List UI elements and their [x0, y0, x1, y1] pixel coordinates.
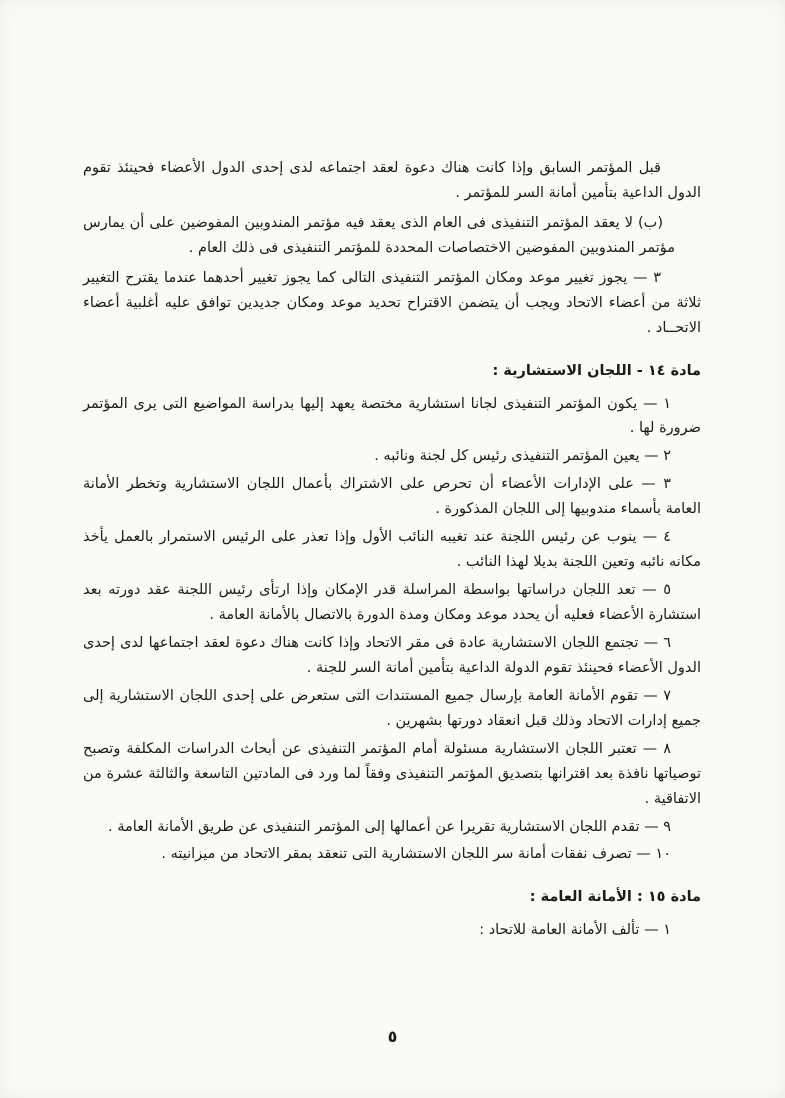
article-14-item-1: ١ — يكون المؤتمر التنفيذى لجانا استشارية مختصة يعهد إليها بدراسة المواضيع التى يرى المؤتمر ضرورة لها .: [83, 395, 701, 437]
article-14-item-4: ٤ — ينوب عن رئيس اللجنة عند تغيبه النائب الأول وإذا تعذر على الرئيس الاستمرار بالعمل يأخذ مكانه نائبه وتعين اللجنة بديلا لهذا النائب .: [83, 529, 701, 571]
article-15-item-1: ١ — تألف الأمانة العامة للاتحاد :: [479, 922, 671, 939]
article-14-item-5: ٥ — تعد اللجان دراساتها بواسطة المراسلة قدر الإمكان وإذا ارتأى رئيس اللجنة عقد دورته بعد استشارة الأعضاء فعليه أن يحدد موعد ومكان ومدة الدورة بالاتصال بالأمانة العامة .: [83, 582, 701, 623]
paragraph-continuation: قبل المؤتمر السابق وإذا كانت هناك دعوة لعقد اجتماعه لدى إحدى الدول الأعضاء فحينئذ تقوم الدول الداعية بتأمين أمانة السر للمؤتمر .: [83, 160, 701, 201]
document-body: [83, 156, 701, 946]
article-14-item-3: ٣ — على الإدارات الأعضاء أن تحرص على الاشتراك بأعمال اللجان الاستشارية وتخطر الأمانة العامة بأسماء مندوبيها إلى اللجان المذكورة .: [83, 476, 701, 518]
article-14-item-10: ١٠ — تصرف نفقات أمانة سر اللجان الاستشارية التى تنعقد بمقر الاتحاد من ميزانيته .: [161, 846, 671, 863]
article-14-heading: مادة ١٤ - اللجان الاستشارية :: [492, 362, 701, 379]
article-14-item-9: ٩ — تقدم اللجان الاستشارية تقريرا عن أعمالها إلى المؤتمر التنفيذى عن طريق الأمانة العامة .: [108, 818, 671, 835]
article-14-item-2: ٢ — يعين المؤتمر التنفيذى رئيس كل لجنة ونائبه .: [374, 448, 671, 465]
article-15-heading: مادة ١٥ : الأمانة العامة :: [529, 889, 701, 906]
article-14-item-7: ٧ — تقوم الأمانة العامة بإرسال جميع المستندات التى ستعرض على إحدى اللجان الاستشارية إلى جميع إدارات الاتحاد وذلك قبل انعقاد دورتها بشهرين .: [83, 687, 701, 729]
article-14-item-6: ٦ — تجتمع اللجان الاستشارية عادة فى مقر الاتحاد وإذا كانت هناك دعوة لعقد اجتماعها لدى إحدى الدول الأعضاء فحينئذ تقوم الدولة الداعية بتأمين أمانة السر للجنة .: [83, 634, 701, 676]
page-number: ٥: [387, 1027, 398, 1046]
article-14-item-8: ٨ — تعتبر اللجان الاستشارية مسئولة أمام المؤتمر التنفيذى عن أبحاث الدراسات المكلفة وتصبح توصياتها نافذة بعد اقترانها بتصديق المؤتمر التنفيذى وفقاً لما ورد فى المادتين التاسعة والثالثة عشرة من الاتفاقية .: [83, 740, 701, 807]
paragraph-item-3: ٣ — يجوز تغيير موعد ومكان المؤتمر التنفيذى التالى كما يجوز تغيير أحدهما عندما يقترح التغيير ثلاثة من أعضاء الاتحاد ويجب أن يتضمن الاقتراح تحديد موعد ومكان جديدين توافق عليه أغلبية أعضاء الاتحــاد .: [83, 269, 701, 336]
paragraph-item-b: (ب) لا يعقد المؤتمر التنفيذى فى العام الذى يعقد فيه مؤتمر المندوبين المفوضين على أن يمارس مؤتمر المندوبين المفوضين الاختصاصات المحددة للمؤتمر التنفيذى فى ذلك العام .: [83, 214, 675, 256]
